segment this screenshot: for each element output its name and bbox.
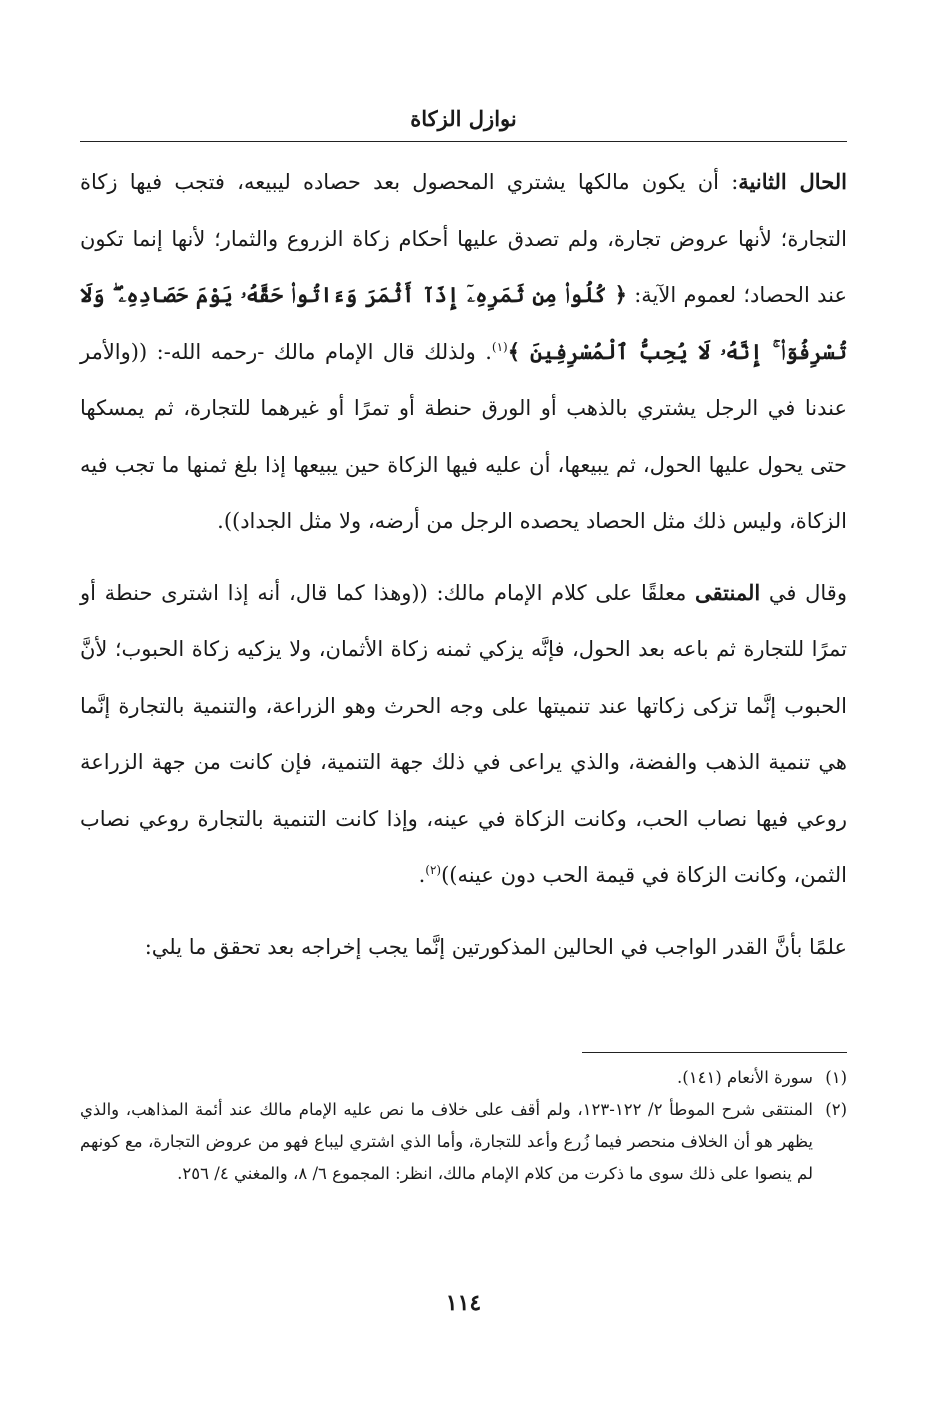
footnote-ref-2[interactable]: (٢) <box>425 863 442 877</box>
paragraph-text: . <box>418 863 426 887</box>
header-rule <box>80 141 847 142</box>
footnotes <box>80 1062 847 1190</box>
footnote-2 <box>80 1094 847 1190</box>
footnote-text: المنتقى شرح الموطأ ٢/ ١٢٢-١٢٣، ولم أقف على خلاف ما نص عليه الإمام مالك عند أئمة المذاهب، والذي يظهر هو أن الخلاف منحصر فيما زُرع وأعد للتجارة، وأما الذي اشتري ليباع فهو من عروض التجارة، مع كونهم لم ينصوا على ذلك سوى ما ذكرت من كلام الإمام مالك، انظر: المجموع ٦/ ٨، والمغني ٤/ ٢٥٦. <box>80 1100 813 1183</box>
running-title: نوازل الزكاة <box>410 106 517 131</box>
footnote-rule <box>582 1052 847 1053</box>
main-text <box>80 154 847 975</box>
footnote-1 <box>80 1062 847 1094</box>
quran-verse: ﴿ كُلُوا۟ مِن ثَمَرِهِۦٓ إِذَآ أَثْمَرَ وَءَاتُوا۟ حَقَّهُۥ يَوْمَ حَصَادِهِۦ ۖ وَلَا تُسْرِفُوٓا۟ ۚ إِنَّهُۥ لَا يُحِبُّ ٱلْمُسْرِفِينَ ﴾ <box>80 282 847 364</box>
paragraph-text: معلقًا على كلام الإمام مالك: ((وهذا كما قال، أنه إذا اشترى حنطة أو تمرًا للتجارة ثم باعه بعد الحول، فإنَّه يزكي ثمنه زكاة الأثمان، ولا يزكيه زكاة الحبوب؛ لأنَّ الحبوب إنَّما تزكى زكاتها عند تنميتها على وجه الحرث وهو الزراعة، والتنمية بالتجارة إنَّما هي تنمية الذهب والفضة، والذي يراعى في ذلك جهة التنمية، فإن كانت من جهة الزراعة روعي فيها نصاب الحب، وكانت الزكاة في عينه، وإذا كانت التنمية بالتجارة روعي نصاب الثمن، وكانت الزكاة في قيمة الحب دون عينه)) <box>80 580 847 887</box>
paragraph-second-case <box>80 154 847 550</box>
footnote-number: (٢) <box>825 1100 847 1119</box>
paragraph-text: : أن يكون مالكها يشتري المحصول بعد حصاده ليبيعه، فتجب فيها زكاة التجارة؛ لأنها عروض تجارة، ولم تصدق عليها أحكام زكاة الزروع والثمار؛ لأنها إنما تكون عند الحصاد؛ لعموم الآية: <box>80 170 847 307</box>
paragraph-text: وقال في <box>760 580 847 605</box>
footnote-number: (١) <box>825 1068 847 1087</box>
page-number: ١١٤ <box>445 1290 482 1316</box>
paragraph-conditions-intro: علمًا بأنَّ القدر الواجب في الحالين المذكورتين إنَّما يجب إخراجه بعد تحقق ما يلي: <box>144 934 847 959</box>
footnote-text: سورة الأنعام (١٤١). <box>677 1068 813 1087</box>
paragraph-text: . ولذلك قال الإمام مالك -رحمه الله-: ((والأمر عندنا في الرجل يشتري بالذهب أو الورق حنطة أو تمرًا أو غيرهما للتجارة، ثم يمسكها حتى يحول عليها الحول، ثم يبيعها، أن عليه فيها الزكاة حين يبيعها إذا بلغ ثمنها ما تجب فيه الزكاة، وليس ذلك مثل الحصاد يحصده الرجل من أرضه، ولا مثل الجداد)). <box>80 339 847 533</box>
bold-term-muntaqa: المنتقى <box>695 579 761 605</box>
paragraph-muntaqa-quote <box>80 565 847 904</box>
footnote-ref-1[interactable]: (١) <box>491 339 508 354</box>
bold-term-second-case: الحال الثانية <box>738 169 847 194</box>
